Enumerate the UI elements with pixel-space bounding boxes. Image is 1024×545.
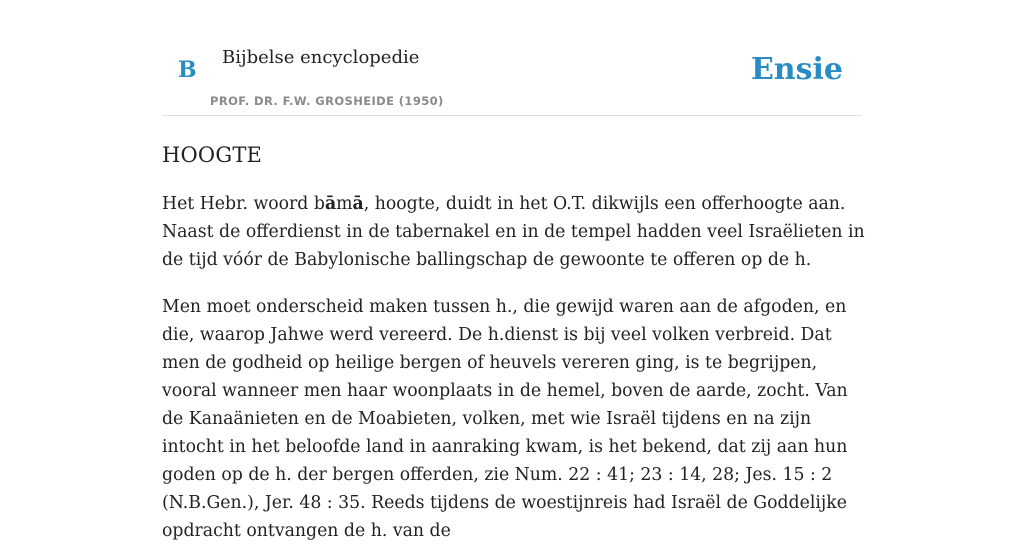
paragraph-text: , hoogte, duidt in het O.T. dikwijls een offerhoogte aan. Naast de offerdienst in de tabernakel en in de tempel hadden veel Israëlieten in de tijd vóór de Babylonische ballingschap de gewoonte te offeren op de h. xyxy=(162,194,865,270)
paragraph-text: Het Hebr. woord b xyxy=(162,194,325,214)
hebrew-vowel: ā xyxy=(352,194,364,214)
book-author: PROF. DR. F.W. GROSHEIDE (1950) xyxy=(210,94,444,108)
ensie-logo[interactable]: Ensie xyxy=(750,52,843,87)
article-title: HOOGTE xyxy=(162,143,263,167)
article xyxy=(162,139,868,545)
article-paragraph xyxy=(162,190,868,274)
hebrew-vowel: ā xyxy=(324,194,337,214)
book-initial-icon[interactable]: B xyxy=(178,57,197,83)
paragraph-text: m xyxy=(336,194,353,214)
book-title-link[interactable]: Bijbelse encyclopedie xyxy=(222,47,420,68)
article-paragraph: Men moet onderscheid maken tussen h., die gewijd waren aan de afgoden, en die, waarop Jahwe werd vereerd. De h.dienst is bij veel volken verbreid. Dat men de godheid op heilige bergen of heuvels vereren ging, is te begrijpen, vooral wanneer men haar woonplaats in de hemel, boven de aarde, zocht. Van de Kanaänieten en de Moabieten, volken, met wie Israël tijdens en na zijn intocht in het beloofde land in aanraking kwam, is het bekend, dat zij aan hun goden op de h. der bergen offerden, zie Num. 22 : 41; 23 : 14, 28; Jes. 15 : 2 (N.B.Gen.), Jer. 48 : 35. Reeds tijdens de woestijnreis had Israël de Goddelijke opdracht ontvangen de h. van de xyxy=(162,297,848,541)
book-header xyxy=(162,0,862,116)
